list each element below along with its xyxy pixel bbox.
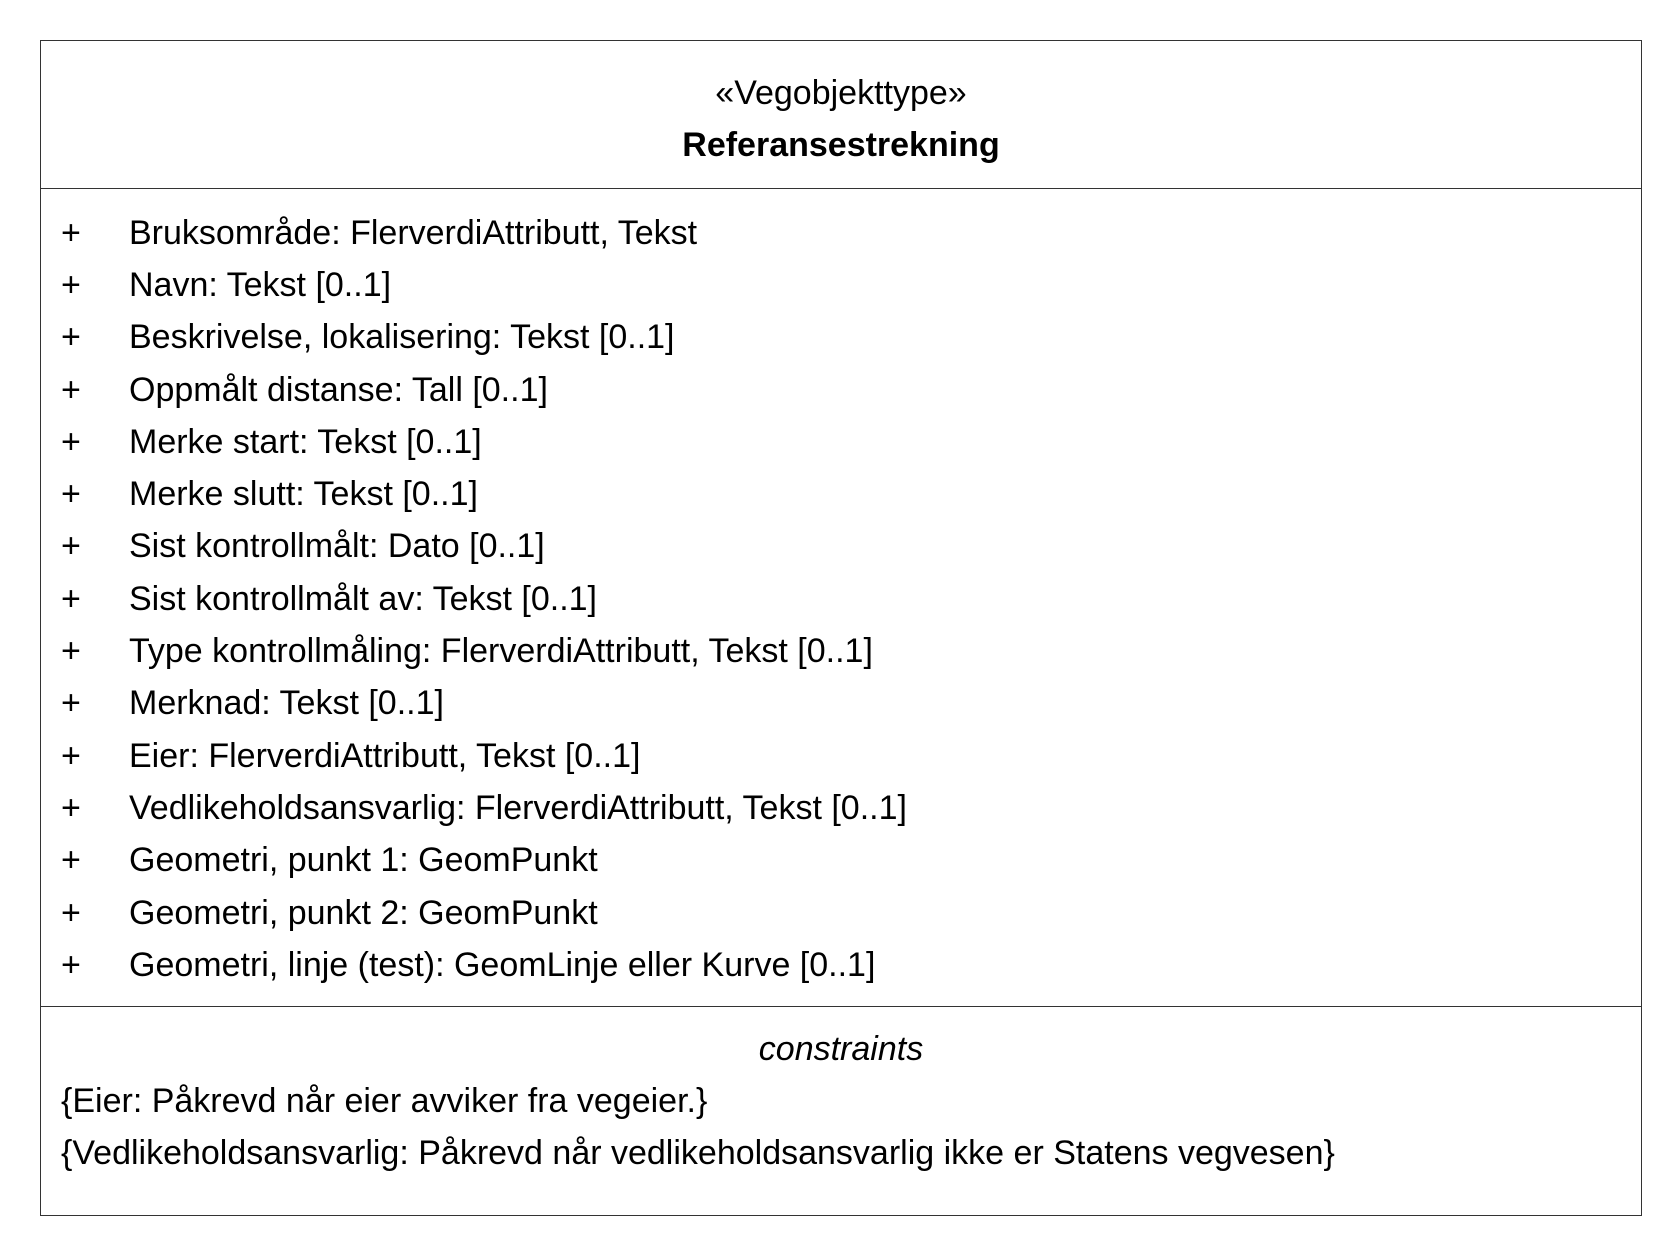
attribute-text: Merknad: Tekst [0..1] xyxy=(129,684,444,723)
attribute-visibility: + xyxy=(61,318,81,357)
attribute-row xyxy=(41,521,1641,573)
attribute-text: Type kontrollmåling: FlerverdiAttributt, Tekst [0..1] xyxy=(129,632,873,671)
attribute-row xyxy=(41,887,1641,939)
constraints-compartment xyxy=(41,1007,1641,1215)
attribute-visibility: + xyxy=(61,422,81,461)
attribute-row xyxy=(41,207,1641,259)
constraint-item: {Eier: Påkrevd når eier avviker fra vegeier.} xyxy=(61,1082,708,1120)
attribute-visibility: + xyxy=(61,684,81,723)
uml-class-box xyxy=(40,40,1642,1216)
attribute-text: Geometri, linje (test): GeomLinje eller Kurve [0..1] xyxy=(129,945,876,984)
attribute-row xyxy=(41,364,1641,416)
attributes-compartment xyxy=(41,189,1641,1007)
attribute-row xyxy=(41,782,1641,834)
attribute-visibility: + xyxy=(61,945,81,984)
attribute-text: Oppmålt distanse: Tall [0..1] xyxy=(129,370,548,409)
attribute-visibility: + xyxy=(61,632,81,671)
attribute-row xyxy=(41,312,1641,364)
attribute-text: Sist kontrollmålt: Dato [0..1] xyxy=(129,527,545,566)
attribute-visibility: + xyxy=(61,527,81,566)
attribute-row xyxy=(41,730,1641,782)
attribute-text: Beskrivelse, lokalisering: Tekst [0..1] xyxy=(129,318,675,357)
attribute-row xyxy=(41,835,1641,887)
attribute-row xyxy=(41,678,1641,730)
attribute-visibility: + xyxy=(61,265,81,304)
attribute-visibility: + xyxy=(61,736,81,775)
attribute-text: Eier: FlerverdiAttributt, Tekst [0..1] xyxy=(129,736,641,775)
attribute-text: Merke start: Tekst [0..1] xyxy=(129,422,482,461)
attribute-row xyxy=(41,939,1641,991)
attribute-text: Sist kontrollmålt av: Tekst [0..1] xyxy=(129,579,597,618)
attribute-text: Navn: Tekst [0..1] xyxy=(129,265,392,304)
attribute-visibility: + xyxy=(61,841,81,880)
attribute-row xyxy=(41,259,1641,311)
attribute-text: Bruksområde: FlerverdiAttributt, Tekst xyxy=(129,213,698,252)
attribute-row xyxy=(41,573,1641,625)
attribute-row xyxy=(41,416,1641,468)
attribute-visibility: + xyxy=(61,893,81,932)
constraint-item: {Vedlikeholdsansvarlig: Påkrevd når vedlikeholdsansvarlig ikke er Statens vegvesen} xyxy=(61,1134,1335,1172)
attribute-text: Vedlikeholdsansvarlig: FlerverdiAttributt, Tekst [0..1] xyxy=(129,788,907,827)
attribute-visibility: + xyxy=(61,579,81,618)
attribute-text: Geometri, punkt 1: GeomPunkt xyxy=(129,841,598,880)
attribute-visibility: + xyxy=(61,788,81,827)
constraints-title: constraints xyxy=(758,1030,924,1068)
class-header xyxy=(41,41,1641,189)
attribute-visibility: + xyxy=(61,475,81,514)
attribute-text: Geometri, punkt 2: GeomPunkt xyxy=(129,893,598,932)
class-stereotype: «Vegobjekttype» xyxy=(715,74,967,112)
attribute-visibility: + xyxy=(61,213,81,252)
attribute-row xyxy=(41,625,1641,677)
attribute-visibility: + xyxy=(61,370,81,409)
class-name: Referansestrekning xyxy=(682,126,1000,164)
attribute-row xyxy=(41,468,1641,520)
attribute-text: Merke slutt: Tekst [0..1] xyxy=(129,475,478,514)
